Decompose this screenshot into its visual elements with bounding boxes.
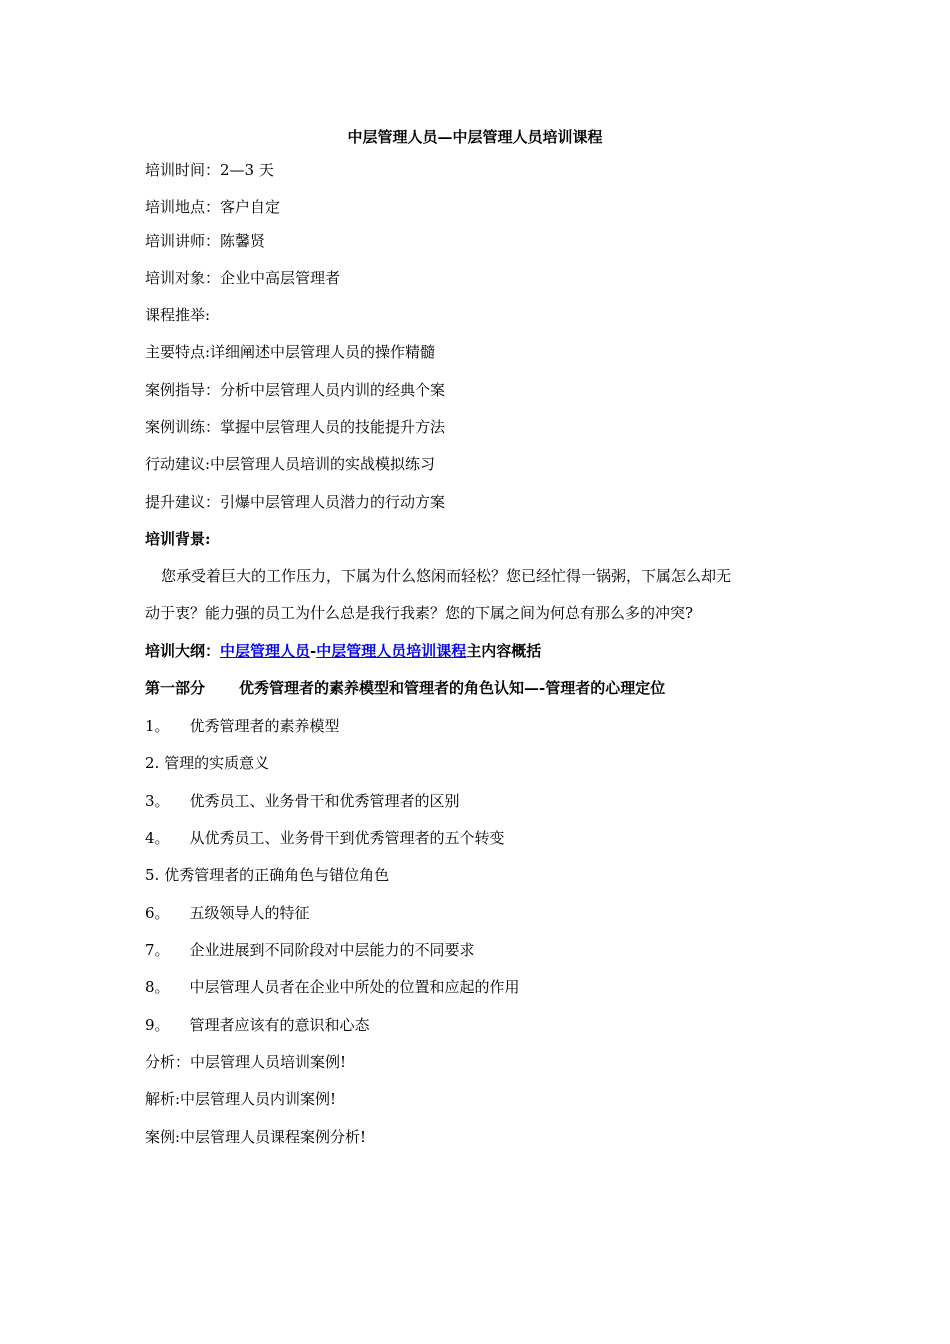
list-item-number: 7。 [145, 941, 170, 959]
list-item-text: 企业进展到不同阶段对中层能力的不同要求 [189, 941, 475, 959]
list-item [145, 716, 825, 736]
list-item-text: 从优秀员工、业务骨干到优秀管理者的五个转变 [189, 829, 505, 847]
list-item-text: 管理者应该有的意识和心态 [189, 1016, 370, 1034]
list-item-number: 4。 [145, 829, 170, 847]
outline-line [145, 641, 825, 661]
outline-prefix: 培训大纲： [145, 642, 221, 660]
part-label: 第一部分 [145, 679, 206, 697]
list-item-text: 优秀管理者的素养模型 [189, 717, 340, 735]
background-heading: 培训背景: [145, 530, 211, 548]
feature-item: 行动建议:中层管理人员培训的实战模拟练习 [145, 455, 436, 473]
training-audience: 培训对象：企业中高层管理者 [145, 269, 341, 287]
feature-item: 案例训练：掌握中层管理人员的技能提升方法 [145, 418, 446, 436]
list-item-number: 6。 [145, 904, 170, 922]
list-item [145, 1015, 825, 1035]
list-item-number: 8。 [145, 978, 170, 996]
list-item-number: 3。 [145, 792, 170, 810]
course-recommend: 课程推举: [145, 306, 211, 324]
closing-line: 案例:中层管理人员课程案例分析! [145, 1128, 367, 1146]
part-title: 优秀管理者的素养模型和管理者的角色认知—-管理者的心理定位 [239, 679, 666, 697]
training-place: 培训地点：客户自定 [145, 198, 281, 216]
list-item-text: 优秀员工、业务骨干和优秀管理者的区别 [189, 792, 460, 810]
background-paragraph-line: 您承受着巨大的工作压力，下属为什么悠闲而轻松？您已经忙得一锅粥，下属怎么却无 [161, 567, 732, 585]
list-item-text: 中层管理人员者在企业中所处的位置和应起的作用 [189, 978, 520, 996]
list-item-number: 5. [145, 866, 160, 884]
feature-item: 主要特点:详细阐述中层管理人员的操作精髓 [145, 343, 436, 361]
closing-line: 解析:中层管理人员内训案例! [145, 1090, 337, 1108]
list-item [145, 940, 825, 960]
background-paragraph-line: 动于衷？能力强的员工为什么总是我行我素？您的下属之间为何总有那么多的冲突? [145, 604, 694, 622]
outline-separator: - [310, 642, 317, 660]
part-heading [145, 678, 825, 698]
list-item [145, 828, 825, 848]
outline-suffix: 主内容概括 [466, 642, 542, 660]
list-item-number: 9。 [145, 1016, 170, 1034]
closing-line: 分析：中层管理人员培训案例! [145, 1053, 347, 1071]
feature-item: 提升建议：引爆中层管理人员潜力的行动方案 [145, 493, 446, 511]
list-item [145, 903, 825, 923]
list-item-text: 优秀管理者的正确角色与错位角色 [164, 866, 390, 884]
list-item-text: 管理的实质意义 [164, 754, 270, 772]
training-time: 培训时间：2—3 天 [145, 161, 274, 179]
feature-item: 案例指导：分析中层管理人员内训的经典个案 [145, 381, 446, 399]
list-item [145, 791, 825, 811]
training-lecturer: 培训讲师：陈馨贤 [145, 232, 266, 250]
list-item [145, 977, 825, 997]
list-item-number: 1。 [145, 717, 170, 735]
list-item [145, 753, 825, 773]
list-item-text: 五级领导人的特征 [189, 904, 310, 922]
outline-link-middle-managers[interactable]: 中层管理人员 [220, 642, 311, 660]
outline-link-training-course[interactable]: 中层管理人员培训课程 [316, 642, 467, 660]
list-item-number: 2. [145, 754, 160, 772]
list-item [145, 865, 825, 885]
document-title: 中层管理人员—中层管理人员培训课程 [347, 128, 603, 146]
